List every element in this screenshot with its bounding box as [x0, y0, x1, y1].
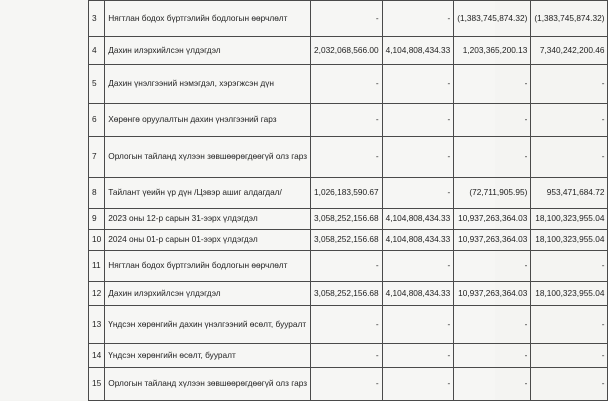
- table-row: [89, 65, 608, 104]
- amount-cell-c2: -: [382, 137, 454, 178]
- table-row: [89, 282, 608, 306]
- row-label: Нягтлан бодох бүртгэлийн бодлогын өөрчлөлт: [108, 12, 288, 23]
- row-label: 2024 оны 01-р сарын 01-ээрх үлдэгдэл: [108, 234, 258, 245]
- table-row: [89, 368, 608, 401]
- row-number: 9: [92, 213, 97, 224]
- amount-cell-c3: -: [454, 368, 531, 401]
- row-number-cell: [89, 282, 105, 306]
- amount-cell-c3: -: [454, 65, 531, 104]
- amount-cell-c1: 3,058,252,156.68: [311, 282, 383, 306]
- row-label: Нягтлан бодох бүртгэлийн бодлогын өөрчлөлт: [108, 260, 288, 271]
- row-label-cell: [105, 344, 311, 368]
- amount-cell-c4: 18,100,323,955.04: [531, 282, 608, 306]
- table-row: [89, 1, 608, 37]
- amount-cell-c2: 4,104,808,434.33: [382, 230, 454, 251]
- amount-cell-c4: 953,471,684.72: [531, 178, 608, 209]
- row-number-cell: [89, 65, 105, 104]
- amount-cell-c1: 3,058,252,156.68: [311, 209, 383, 230]
- amount-cell-c3: (1,383,745,874.32): [454, 1, 531, 37]
- amount-cell-c4: 7,340,242,200.46: [531, 37, 608, 65]
- amount-cell-c4: -: [531, 104, 608, 137]
- row-label-cell: [105, 178, 311, 209]
- amount-cell-c4: -: [531, 306, 608, 344]
- row-number: 5: [92, 78, 97, 89]
- row-label: Тайлант үеийн үр дүн /Цэвэр ашиг алдагдал/: [108, 187, 282, 198]
- row-number: 13: [92, 318, 102, 329]
- row-label: Дахин илэрхийлсэн үлдэгдэл: [108, 44, 221, 55]
- amount-cell-c1: -: [311, 1, 383, 37]
- amount-cell-c3: -: [454, 251, 531, 282]
- amount-cell-c2: 4,104,808,434.33: [382, 282, 454, 306]
- row-number: 10: [92, 234, 102, 245]
- row-label-cell: [105, 251, 311, 282]
- row-label-cell: [105, 230, 311, 251]
- amount-cell-c2: -: [382, 368, 454, 401]
- row-number: 7: [92, 151, 97, 162]
- amount-cell-c3: (72,711,905.95): [454, 178, 531, 209]
- amount-cell-c1: 3,058,252,156.68: [311, 230, 383, 251]
- table-row: [89, 230, 608, 251]
- row-number: 14: [92, 349, 102, 360]
- row-number-cell: [89, 251, 105, 282]
- amount-cell-c3: 10,937,263,364.03: [454, 282, 531, 306]
- row-number-cell: [89, 104, 105, 137]
- row-label-cell: [105, 137, 311, 178]
- table-row: [89, 344, 608, 368]
- row-label-cell: [105, 37, 311, 65]
- row-number: 4: [92, 44, 97, 55]
- amount-cell-c2: -: [382, 178, 454, 209]
- table-body: [89, 1, 608, 401]
- amount-cell-c2: -: [382, 65, 454, 104]
- amount-cell-c3: -: [454, 104, 531, 137]
- amount-cell-c1: 1,026,183,590.67: [311, 178, 383, 209]
- amount-cell-c3: 1,203,365,200.13: [454, 37, 531, 65]
- amount-cell-c2: -: [382, 306, 454, 344]
- amount-cell-c1: -: [311, 104, 383, 137]
- amount-cell-c1: -: [311, 344, 383, 368]
- amount-cell-c3: -: [454, 137, 531, 178]
- amount-cell-c2: -: [382, 344, 454, 368]
- row-label-cell: [105, 65, 311, 104]
- row-number-cell: [89, 37, 105, 65]
- amount-cell-c1: 2,032,068,566.00: [311, 37, 383, 65]
- row-label: Үндсэн хөрөнгийн өсөлт, бууралт: [108, 349, 236, 360]
- table-row: [89, 178, 608, 209]
- amount-cell-c4: -: [531, 65, 608, 104]
- row-label: Орлогын тайланд хүлээн зөвшөөрөгдөөгүй олз гарз: [108, 151, 308, 162]
- row-number: 11: [92, 260, 101, 271]
- amount-cell-c4: (1,383,745,874.32): [531, 1, 608, 37]
- row-number: 3: [92, 12, 97, 23]
- amount-cell-c2: -: [382, 104, 454, 137]
- table-row: [89, 209, 608, 230]
- row-label-cell: [105, 306, 311, 344]
- amount-cell-c4: 18,100,323,955.04: [531, 209, 608, 230]
- row-label: Орлогын тайланд хүлээн зөвшөөрөгдөөгүй олз гарз: [108, 378, 308, 389]
- row-number-cell: [89, 1, 105, 37]
- row-number-cell: [89, 306, 105, 344]
- row-number-cell: [89, 178, 105, 209]
- row-number-cell: [89, 344, 105, 368]
- row-number: 15: [92, 378, 102, 389]
- row-label-cell: [105, 1, 311, 37]
- amount-cell-c2: 4,104,808,434.33: [382, 37, 454, 65]
- amount-cell-c2: -: [382, 251, 454, 282]
- amount-cell-c2: -: [382, 1, 454, 37]
- equity-changes-table: [88, 0, 608, 401]
- table-row: [89, 104, 608, 137]
- row-label-cell: [105, 368, 311, 401]
- row-label: Дахин илэрхийлсэн үлдэгдэл: [108, 287, 221, 298]
- amount-cell-c3: -: [454, 306, 531, 344]
- row-label-cell: [105, 282, 311, 306]
- amount-cell-c4: -: [531, 368, 608, 401]
- amount-cell-c1: -: [311, 306, 383, 344]
- amount-cell-c2: 4,104,808,434.33: [382, 209, 454, 230]
- row-label-cell: [105, 104, 311, 137]
- row-label: Дахин үнэлгээний нэмэгдэл, хэрэгжсэн дүн: [108, 78, 274, 89]
- row-number-cell: [89, 368, 105, 401]
- amount-cell-c1: -: [311, 137, 383, 178]
- table-row: [89, 306, 608, 344]
- amount-cell-c4: -: [531, 137, 608, 178]
- table-row: [89, 251, 608, 282]
- amount-cell-c4: 18,100,323,955.04: [531, 230, 608, 251]
- amount-cell-c3: 10,937,263,364.03: [454, 230, 531, 251]
- amount-cell-c3: -: [454, 344, 531, 368]
- row-label: Хөрөнгө оруулалтын дахин үнэлгээний гарз: [108, 114, 277, 125]
- row-label-cell: [105, 209, 311, 230]
- row-number: 8: [92, 187, 97, 198]
- amount-cell-c1: -: [311, 368, 383, 401]
- row-label: 2023 оны 12-р сарын 31-ээрх үлдэгдэл: [108, 213, 258, 224]
- row-number-cell: [89, 230, 105, 251]
- row-number: 6: [92, 114, 97, 125]
- amount-cell-c4: -: [531, 251, 608, 282]
- row-label: Үндсэн хөрөнгийн дахин үнэлгээний өсөлт, бууралт: [108, 318, 307, 329]
- row-number-cell: [89, 209, 105, 230]
- row-number-cell: [89, 137, 105, 178]
- amount-cell-c1: -: [311, 251, 383, 282]
- amount-cell-c3: 10,937,263,364.03: [454, 209, 531, 230]
- table-row: [89, 137, 608, 178]
- row-number: 12: [92, 287, 102, 298]
- amount-cell-c1: -: [311, 65, 383, 104]
- amount-cell-c4: -: [531, 344, 608, 368]
- table-row: [89, 37, 608, 65]
